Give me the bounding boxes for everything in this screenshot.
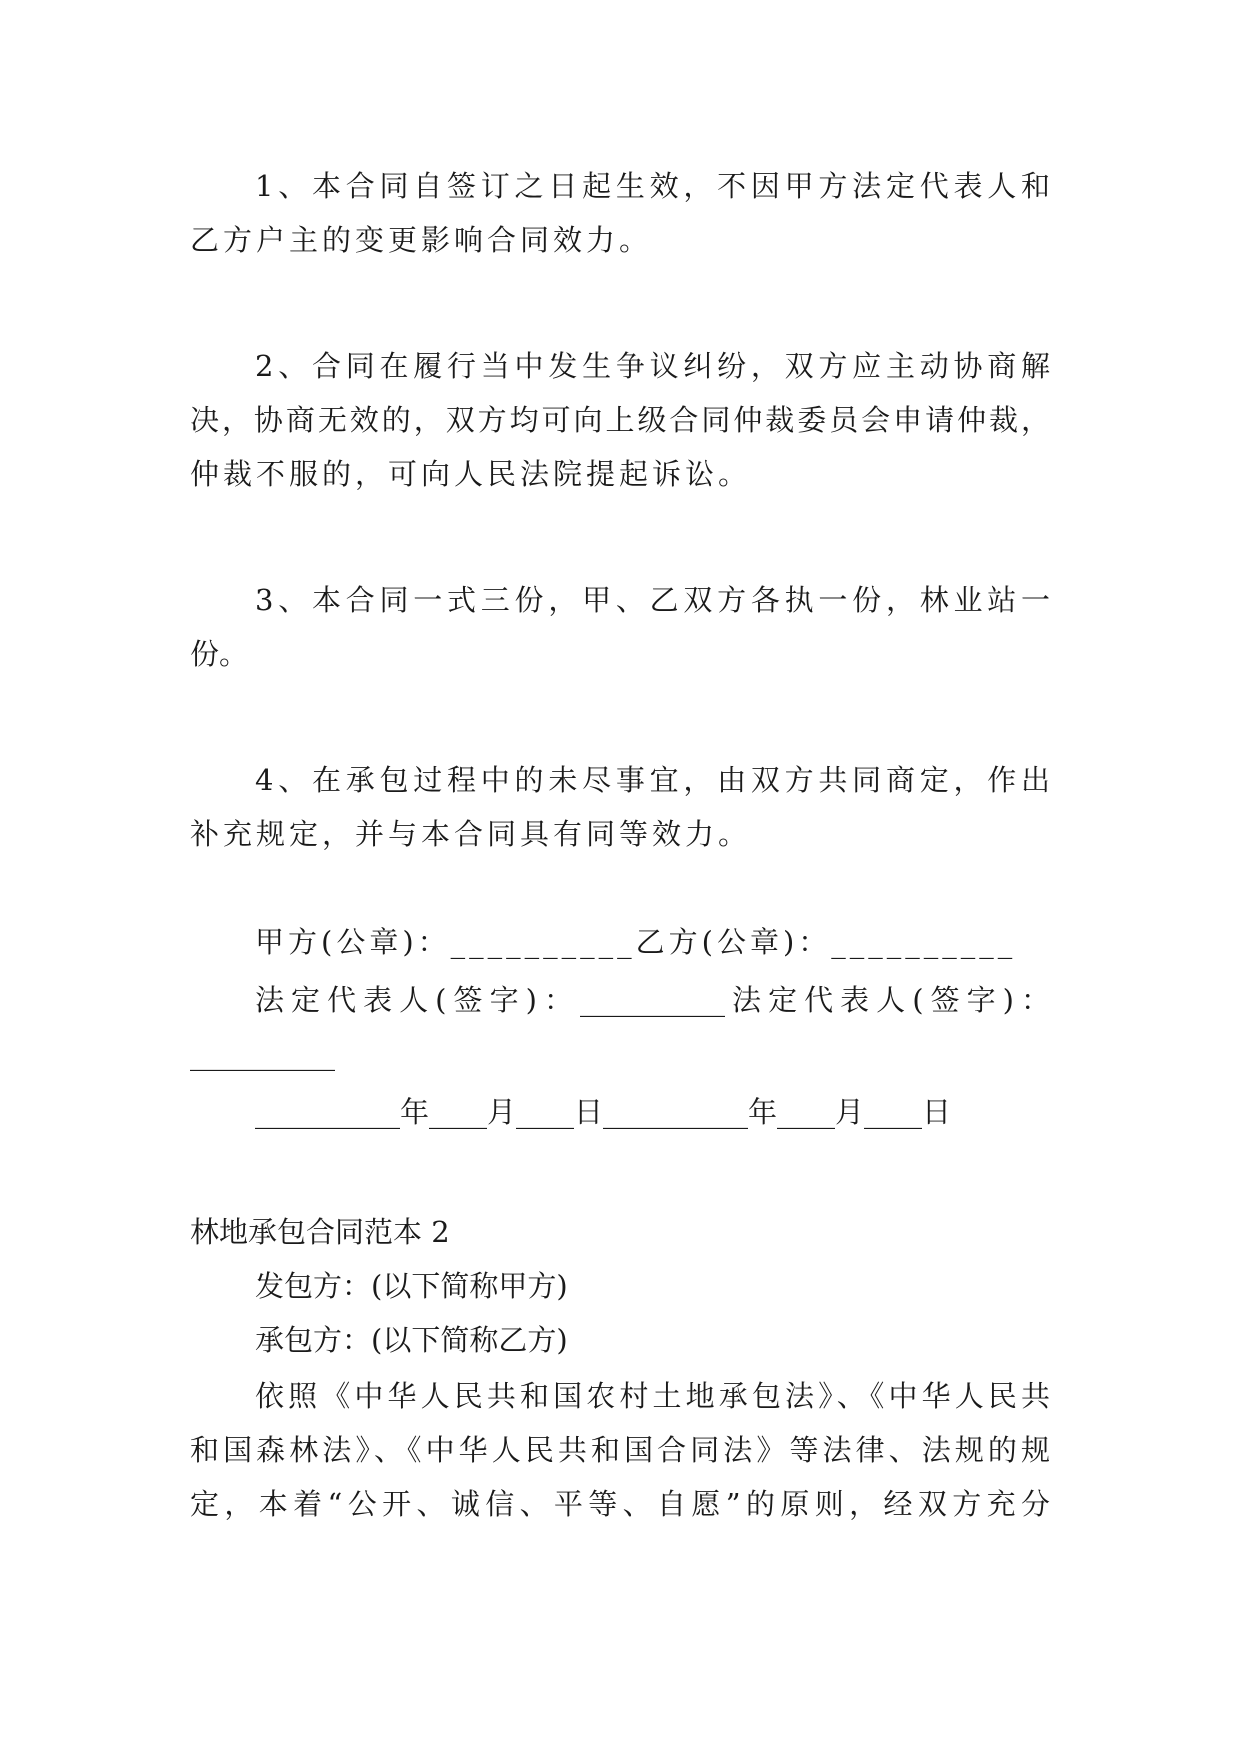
clause-4-line-2: 补充规定，并与本合同具有同等效力。: [190, 817, 752, 851]
representative-line-cont: __________: [190, 1037, 335, 1071]
clause-3-line-1: 3、本合同一式三份，甲、乙双方各执一份，林业站一: [255, 583, 1050, 617]
clause-1-line-1: 1、本合同自签订之日起生效，不因甲方法定代表人和: [255, 169, 1050, 203]
clause-2-line-2: 决，协商无效的，双方均可向上级合同仲裁委员会申请仲裁，: [190, 403, 1050, 437]
contractor-line: 承包方：(以下简称乙方): [255, 1323, 568, 1357]
date-line: __________年____月____日__________年____月____日: [255, 1095, 952, 1129]
issuer-line: 发包方：(以下简称甲方): [255, 1269, 568, 1303]
clause-2-line-1: 2、合同在履行当中发生争议纠纷，双方应主动协商解: [255, 349, 1050, 383]
clause-1-line-2: 乙方户主的变更影响合同效力。: [190, 223, 653, 257]
intro-line-3: 定，本着“公开、诚信、平等、自愿”的原则，经双方充分: [190, 1487, 1050, 1521]
intro-line-1: 依照《中华人民共和国农村土地承包法》、《中华人民共: [255, 1379, 1050, 1413]
seal-line: 甲方(公章)：__________乙方(公章)：__________: [255, 925, 1017, 959]
clause-3-line-2: 份。: [190, 637, 249, 671]
contract-2-title: 林地承包合同范本 2: [190, 1215, 450, 1249]
intro-line-2: 和国森林法》、《中华人民共和国合同法》等法律、法规的规: [190, 1433, 1050, 1467]
clause-2-line-3: 仲裁不服的，可向人民法院提起诉讼。: [190, 457, 752, 491]
clause-4-line-1: 4、在承包过程中的未尽事宜，由双方共同商定，作出: [255, 763, 1050, 797]
representative-line: 法定代表人(签字)：__________法定代表人(签字)：: [255, 983, 1050, 1017]
